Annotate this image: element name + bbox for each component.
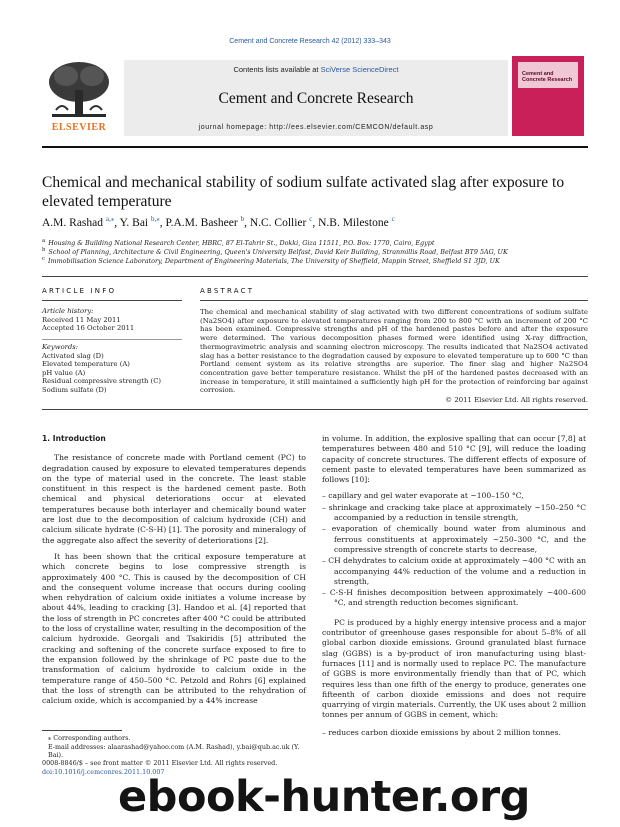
sciencedirect-link[interactable]: SciVerse ScienceDirect — [320, 65, 399, 74]
journal-cover-thumbnail — [512, 56, 584, 136]
affiliation: $^b$ School of Planning, Architecture & Civil Engineering, Queen's University Belfast, David Keir Building, Stranmillis Road, Belfast BT9 5AG, UK — [42, 247, 508, 257]
doi-link[interactable]: doi:10.1016/j.cemconres.2011.10.007 — [42, 768, 165, 776]
section-heading: 1. Introduction — [42, 434, 106, 443]
accepted-date: Accepted 16 October 2011 — [42, 324, 135, 332]
section-divider — [42, 276, 588, 277]
author-list: A.M. Rashad $^{a,⁎}$, Y. Bai $^{b,⁎}$, P.A.M. Basheer $^b$, N.C. Collier $^c$, N.B. Milestone $^c$ — [42, 215, 395, 229]
issn-line: 0008-8846/$ – see front matter © 2011 Elsevier Ltd. All rights reserved. — [42, 759, 278, 767]
temperature-effects-list — [322, 491, 586, 608]
body-right-column — [322, 434, 586, 738]
keyword[interactable]: Elevated temperature (A) — [42, 360, 130, 368]
journal-homepage-link[interactable]: journal homepage: http://ees.elsevier.com/CEMCON/default.asp — [198, 124, 434, 131]
author-marks[interactable]: c — [309, 215, 313, 223]
journal-title: Cement and Concrete Research — [218, 90, 414, 107]
affiliation: $^a$ Housing & Building National Research Center, HBRC, 87 El-Tahrir St., Dokki, Giza 11511, P.O. Box: 1770, Cairo, Egypt — [42, 238, 435, 248]
corresponding-author-note: ⁎ Corresponding authors. — [48, 734, 131, 742]
list-item: – CH dehydrates to calcium oxide at approximately ~400 °C with an accompanying 44% reduction of the volume and a reduction in strength, — [322, 556, 586, 587]
journal-reference[interactable]: Cement and Concrete Research 42 (2012) 333–343 — [229, 38, 391, 45]
journal-banner — [124, 60, 508, 136]
list-item: – evaporation of chemically bound water from aluminous and ferrous constituents at approximately ~250–300 °C, and the compressive strength of concrete starts to decrease, — [322, 524, 586, 555]
body-paragraph: It has been shown that the critical exposure temperature at which concrete begins to lose compressive strength is approximately 400 °C. This is caused by the decomposition of CH and the consequent volume increase that occurs during cooling when rehydration of calcium oxide initiates a volume increase by about 44%, leading to cracking [3]. Handoo et al. [4] reported that the loss of strength in PC concretes after 400 °C could be attributed to the loss of crystalline water, resulting in the decomposition of the calcium hydroxide. Georgali and Tsakiridis [5] attributed the cracking and softening of the concrete surface exposed to fire to the expansion followed by the shrinkage of PC paste due to the transformation of calcium hydroxide to calcium oxide in the temperature range of 450–500 °C. Petzold and Rohrs [6] explained that the loss of strength can be attributed to the rehydration of calcium oxide, which is accompanied by a 44% increase — [42, 551, 306, 706]
footnote-divider — [42, 730, 122, 731]
abstract-heading: ABSTRACT — [200, 287, 255, 295]
body-left-column — [42, 434, 306, 706]
body-paragraph: The resistance of concrete made with Portland cement (PC) to degradation caused by exposure to elevated temperatures depends on the type of material used in the concrete. The least stable constituent in this respect is the hardened cement paste. Both chemical and physical deteriorations occur at elevated temperatures because both interlayer and chemically bound water are lost due to the decomposition of calcium hydroxide (CH) and calcium silicate hydrate (C-S-H) [1]. The porosity and mineralogy of the aggregate also affect the severity of deteriorations [2]. — [42, 453, 306, 545]
email-addresses[interactable]: E-mail addresses: alaarashad@yahoo.com (A.M. Rashad), y.bai@qub.ac.uk (Y. Bai). — [48, 743, 300, 759]
keywords-label: Keywords: — [42, 343, 79, 351]
copyright-notice: © 2011 Elsevier Ltd. All rights reserved. — [445, 396, 588, 404]
keywords-block — [42, 343, 182, 394]
cover-title: Cement and Concrete Research — [522, 71, 573, 83]
author-name[interactable]: A.M. Rashad — [42, 216, 104, 229]
list-item: – C-S-H finishes decomposition between approximately ~400–600 °C, and strength reduction becomes significant. — [322, 588, 586, 609]
article-info-rule — [42, 300, 182, 301]
history-label: Article history: — [42, 307, 94, 315]
list-item: – capillary and gel water evaporate at ~100–150 °C, — [322, 491, 586, 501]
author-marks[interactable]: c — [391, 215, 395, 223]
abstract-rule — [200, 300, 588, 301]
keyword[interactable]: Residual compressive strength (C) — [42, 377, 162, 385]
abstract-bottom-rule — [42, 409, 588, 410]
affiliation: $^c$ Immobilisation Science Laboratory, Department of Engineering Materials, The University of Sheffield, Mappin Street, Sheffield S1 3JD, UK — [42, 256, 500, 266]
author-name[interactable]: Y. Bai — [119, 216, 149, 229]
received-date: Received 11 May 2011 — [42, 315, 121, 324]
contents-line — [124, 65, 508, 74]
ggbs-benefits-list — [322, 728, 586, 738]
list-item: – shrinkage and cracking take place at approximately ~150–250 °C accompanied by a reduction in tensile strength, — [322, 503, 586, 524]
masthead-divider — [42, 146, 588, 148]
list-item: – reduces carbon dioxide emissions by about 2 million tonnes. — [322, 728, 586, 738]
keyword[interactable]: pH value (A) — [42, 368, 86, 377]
author-name[interactable]: P.A.M. Basheer — [165, 216, 238, 229]
keyword[interactable]: Sodium sulfate (D) — [42, 385, 107, 394]
paper-title: Chemical and mechanical stability of sodium sulfate activated slag after exposure to elevated temperature — [42, 174, 565, 210]
contents-prefix: Contents lists available at — [233, 65, 319, 74]
article-history — [42, 307, 182, 333]
history-divider — [42, 339, 182, 340]
masthead — [42, 50, 588, 136]
author-marks[interactable]: b,⁎ — [151, 215, 160, 223]
publisher-logo-text: ELSEVIER — [51, 122, 107, 133]
body-paragraph: in volume. In addition, the explosive spalling that can occur [7,8] at temperatures between 480 and 510 °C [9], will reduce the loading capacity of concrete structures. The different effects of exposure of cement paste to elevated temperatures have been summarized as follows [10]: — [322, 434, 586, 485]
author-marks[interactable]: a,⁎ — [105, 215, 115, 223]
article-info-heading: ARTICLE INFO — [42, 287, 117, 295]
body-paragraph: PC is produced by a highly energy intensive process and a major contributor of greenhouse gases responsible for about 5–8% of all global carbon dioxide emissions. Ground granulated blast furnace slag (GGBS) is a by-product of iron manufacturing using blast-furnaces [11] and is normally used to replace PC. The manufacture of GGBS is more environmentally friendly than that of PC, which requires less than one fifth of the energy to produce, generates one fifteenth of carbon dioxide emissions and does not require quarrying of virgin materials. Currently, the UK uses about 2 million tonnes per annum of GGBS in cement, which: — [322, 617, 586, 720]
author-name[interactable]: N.B. Milestone — [318, 216, 389, 229]
author-name[interactable]: N.C. Collier — [249, 216, 307, 229]
keyword[interactable]: Activated slag (D) — [42, 351, 104, 360]
author-marks[interactable]: b — [240, 215, 245, 223]
watermark-text: ebook-hunter.org — [118, 772, 530, 822]
abstract-text: The chemical and mechanical stability of slag activated with two different concentrations of sodium sulfate (Na2SO4) after exposure to elevated temperatures ranging from 200 to 800 °C with an increment of 200 °C has been examined. Compressive strengths and pH of the hardened pastes before and after the exposure were determined. The various decomposition phases formed were identified using X-ray diffraction, thermogravimetric analysis and scanning electron microscopy. The results indicated that Na2SO4 activated slag has a better resistance to the degradation caused by exposure to elevated temperature up to 600 °C than Portland cement system as its relative strengths are superior. The finer slag and higher Na2SO4 concentration gave better temperature resistance. Whilst the pH of the hardened pastes decreased with an increase in temperature, it still maintained a sufficiently high pH for the protection of reinforcing bar against corrosion. — [200, 308, 588, 395]
